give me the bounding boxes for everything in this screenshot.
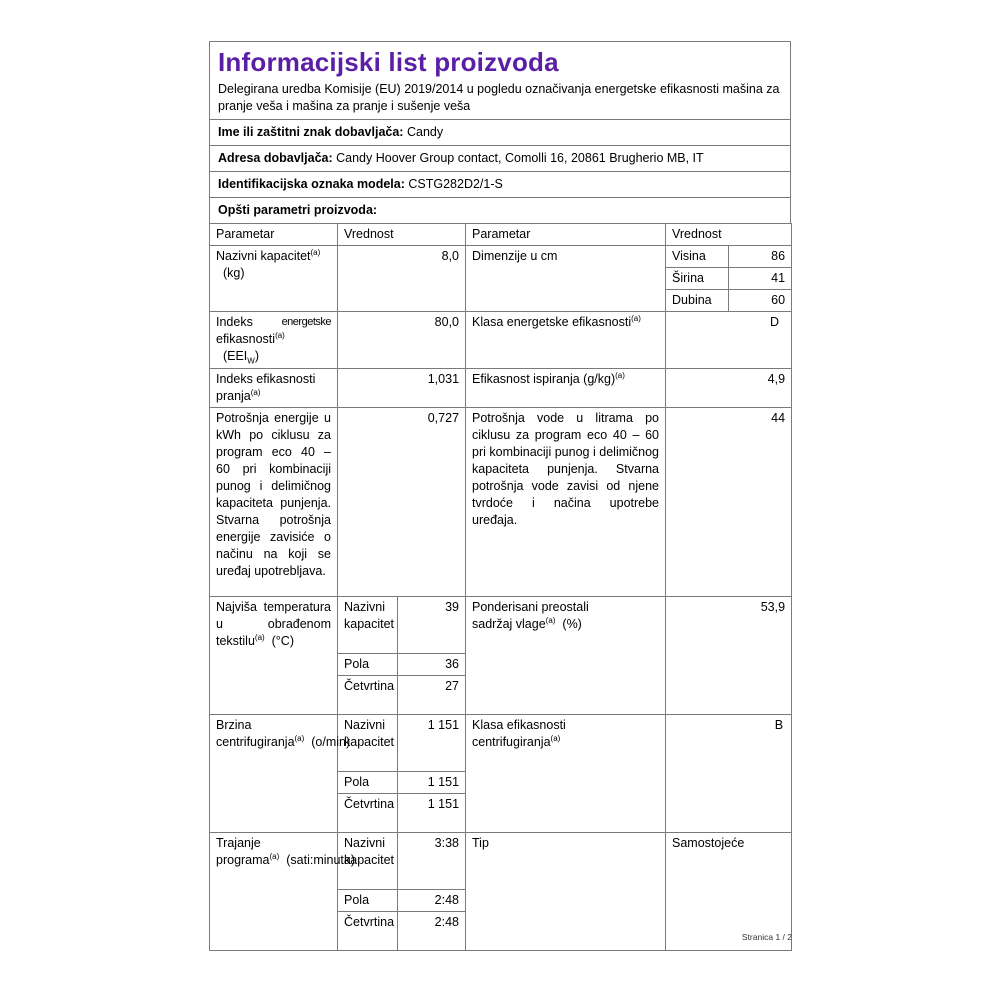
rinse-value: 4,9 — [666, 369, 792, 408]
spin-half-label: Pola — [338, 772, 398, 794]
spin-half-value: 1 151 — [398, 772, 466, 794]
table-row — [210, 715, 792, 772]
duration-label: Trajanje programa$^{(a)}$ (sati:minuta) — [210, 833, 338, 951]
temperature-quarter-label: Četvrtina — [338, 676, 398, 715]
height-value: 86 — [729, 246, 792, 268]
col-header-value-left: Vrednost — [338, 224, 466, 246]
parameters-table — [209, 223, 792, 951]
temperature-full-label: Nazivni kapacitet — [338, 597, 398, 654]
water-consumption-value: 44 — [666, 408, 792, 597]
temperature-full-value: 39 — [398, 597, 466, 654]
duration-full-value: 3:38 — [398, 833, 466, 890]
moisture-value: 53,9 — [666, 597, 792, 715]
temperature-label: Najviša temperatura u obrađenom tekstilu$^{(a)}$ (°C) — [210, 597, 338, 715]
dimensions-label: Dimenzije u cm — [466, 246, 666, 312]
table-row — [210, 312, 792, 369]
spin-full-value: 1 151 — [398, 715, 466, 772]
table-row — [210, 833, 792, 890]
col-header-param-left: Parametar — [210, 224, 338, 246]
moisture-label: Ponderisani preostali sadržaj vlage$^{(a)}$ (%) — [466, 597, 666, 715]
wash-index-value: 1,031 — [338, 369, 466, 408]
width-value: 41 — [729, 268, 792, 290]
spin-full-label: Nazivni kapacitet — [338, 715, 398, 772]
eei-value: 80,0 — [338, 312, 466, 369]
energy-consumption-label: Potrošnja energije u kWh po ciklusu za program eco 40 – 60 pri kombinaciji punog i delimičnog kapaciteta punjenja. Stvarna potrošnja energije zavisiće o načinu na koji se uređaj upotrebljava. — [210, 408, 338, 597]
supplier-address-row — [210, 146, 790, 172]
supplier-name-label: Ime ili zaštitni znak dobavljača: — [218, 125, 404, 139]
table-row — [210, 597, 792, 654]
supplier-address-value: Candy Hoover Group contact, Comolli 16, 20861 Brugherio MB, IT — [336, 151, 704, 165]
spin-class-value: B — [666, 715, 792, 833]
general-params-row — [210, 198, 790, 223]
duration-half-value: 2:48 — [398, 890, 466, 912]
model-id-value: CSTG282D2/1-S — [408, 177, 503, 191]
spin-quarter-label: Četvrtina — [338, 794, 398, 833]
depth-value: 60 — [729, 290, 792, 312]
sheet-header-box — [209, 41, 791, 223]
temperature-half-label: Pola — [338, 654, 398, 676]
temperature-half-value: 36 — [398, 654, 466, 676]
energy-class-label: Klasa energetske efikasnosti$^{(a)}$ — [466, 312, 666, 369]
duration-full-label: Nazivni kapacitet — [338, 833, 398, 890]
duration-quarter-label: Četvrtina — [338, 912, 398, 951]
sheet-header — [210, 42, 790, 120]
spin-speed-label: Brzina centrifugiranja$^{(a)}$ (o/min) — [210, 715, 338, 833]
table-row — [210, 246, 792, 268]
spin-class-label: Klasa efikasnosti centrifugiranja$^{(a)}$ — [466, 715, 666, 833]
eei-label: Indeks energetske efikasnosti$^{(a)}$ $(EEI_W)$ — [210, 312, 338, 369]
capacity-value: 8,0 — [338, 246, 466, 312]
table-row — [210, 408, 792, 597]
col-header-param-right: Parametar — [466, 224, 666, 246]
rinse-label: Efikasnost ispiranja $(g/kg)^{(a)}$ — [466, 369, 666, 408]
product-information-sheet — [209, 41, 791, 951]
energy-consumption-value: 0,727 — [338, 408, 466, 597]
supplier-address-label: Adresa dobavljača: — [218, 151, 333, 165]
spin-quarter-value: 1 151 — [398, 794, 466, 833]
capacity-label: Nazivni kapacitet$^{(a)}$ (kg) — [210, 246, 338, 312]
duration-half-label: Pola — [338, 890, 398, 912]
general-params-label: Opšti parametri proizvoda: — [218, 203, 378, 217]
model-id-row — [210, 172, 790, 198]
depth-label: Dubina — [666, 290, 729, 312]
regulation-text: Delegirana uredba Komisije (EU) 2019/2014 u pogledu označivanja energetske efikasnosti mašina za pranje veša i mašina za pranje i sušenje veša — [218, 82, 780, 113]
supplier-name-row — [210, 120, 790, 146]
table-header-row — [210, 224, 792, 246]
col-header-value-right: Vrednost — [666, 224, 792, 246]
page-title: Informacijski list proizvoda — [218, 47, 559, 77]
supplier-name-value: Candy — [406, 125, 444, 139]
temperature-quarter-value: 27 — [398, 676, 466, 715]
width-label: Širina — [666, 268, 729, 290]
water-consumption-label: Potrošnja vode u litrama po ciklusu za program eco 40 – 60 pri kombinaciji punog i delimičnog kapaciteta punjenja. Stvarna potrošnja vode zavisi od njene tvrdoće i načina upotrebe uređaja. — [466, 408, 666, 597]
type-value: Samostojeće — [666, 833, 792, 951]
model-id-label: Identifikacijska oznaka modela: — [218, 177, 405, 191]
table-row — [210, 369, 792, 408]
wash-index-label: Indeks efikasnosti pranja$^{(a)}$ — [210, 369, 338, 408]
height-label: Visina — [666, 246, 729, 268]
type-label: Tip — [466, 833, 666, 951]
energy-class-value: D — [666, 312, 792, 369]
page-number: Stranica 1 / 2 — [741, 932, 792, 942]
duration-quarter-value: 2:48 — [398, 912, 466, 951]
